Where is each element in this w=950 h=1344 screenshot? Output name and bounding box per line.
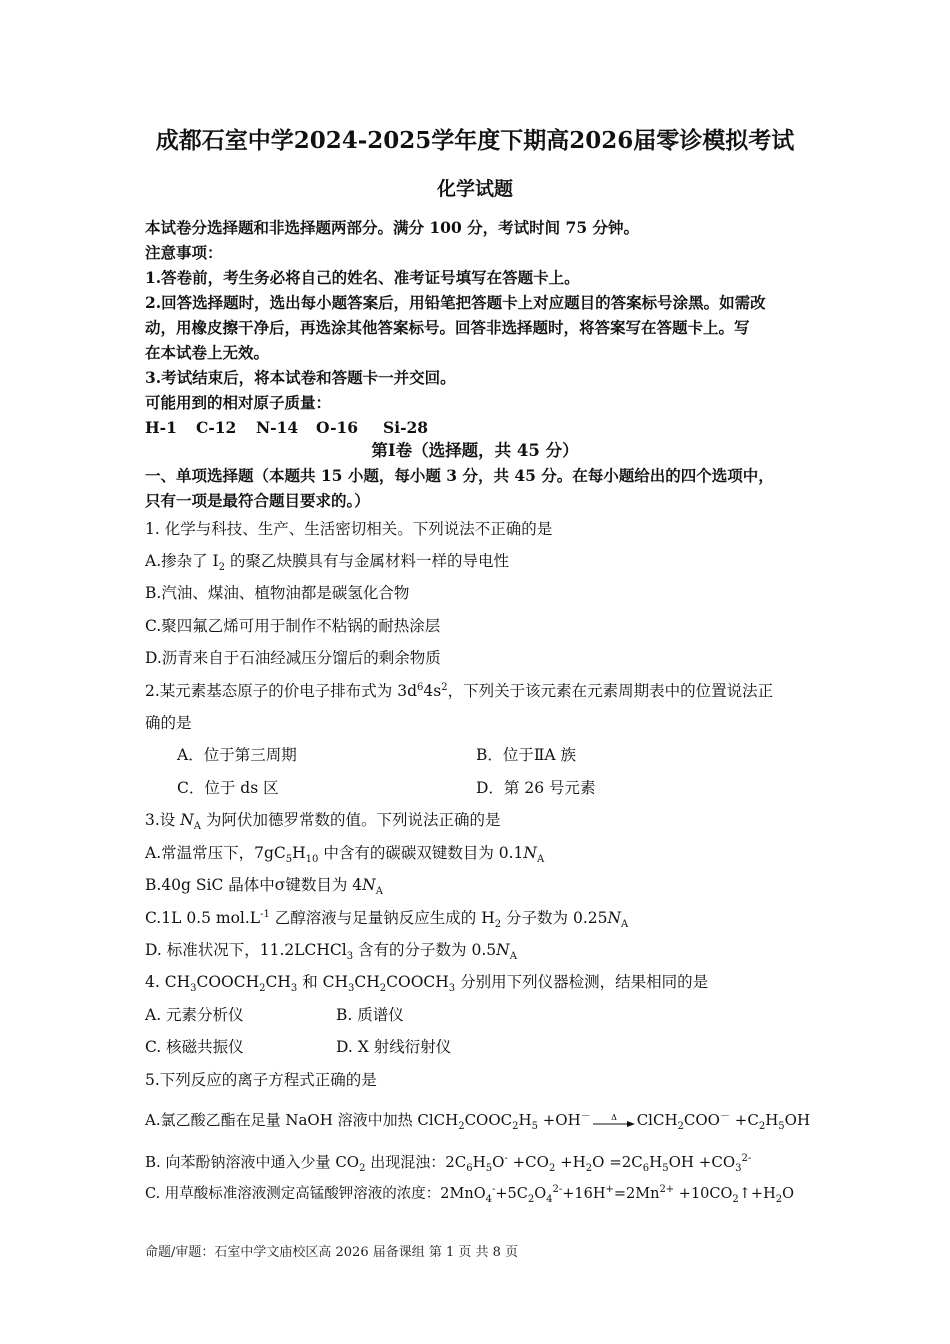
page-footer: 命题/审题：石室中学文庙校区高 2026 届备课组 第 1 页 共 8 页: [145, 1245, 519, 1260]
question-4-option-d: D. X 射线衍射仪: [336, 1038, 452, 1056]
question-3-option-d: D. 标准状况下，11.2LCHCl$_3$ 含有的分子数为 $0.5N_A$: [145, 941, 517, 963]
question-2-option-b: B．位于ⅡA 族: [476, 746, 577, 764]
question-4-option-c: C. 核磁共振仪: [145, 1038, 244, 1056]
intro-line: 本试卷分选择题和非选择题两部分。满分 100 分，考试时间 75 分钟。: [145, 218, 640, 237]
question-2-stem-cont: 确的是: [145, 714, 192, 732]
atomic-mass-si: Si-28: [383, 418, 429, 437]
section-heading-cont: 只有一项是最符合题目要求的。）: [145, 491, 370, 510]
question-2-option-d: D．第 26 号元素: [476, 779, 596, 797]
question-2-option-c: C．位于 ds 区: [177, 779, 279, 797]
heat-arrow: [591, 1114, 637, 1128]
heat-arrow-icon: [591, 1114, 637, 1128]
question-3-option-a: A.常温常压下，$7gC_5H_{10}$ 中含有的碳碳双键数目为 $0.1N_A$: [145, 844, 545, 866]
heat-delta-label: Δ: [610, 1114, 617, 1122]
atomic-mass-label: 可能用到的相对原子质量：: [145, 393, 332, 412]
exam-title: 成都石室中学2024-2025学年度下期高2026届零诊模拟考试: [155, 127, 795, 154]
notice-item-2: 2.回答选择题时，选出每小题答案后，用铅笔把答题卡上对应题目的答案标号涂黑。如需改: [145, 293, 766, 312]
question-5-stem: 5.下列反应的离子方程式正确的是: [145, 1071, 377, 1089]
question-5-option-b: B. 向苯酚钠溶液中通入少量 $CO_2$ 出现混浊：$2C_6H_5O^- +CO_2 +H_2O =2C_6H_5OH +CO_3^{2-}$: [145, 1153, 752, 1174]
question-1-option-d: D.沥青来自于石油经减压分馏后的剩余物质: [145, 649, 441, 667]
question-1-option-b: B.汽油、煤油、植物油都是碳氢化合物: [145, 584, 410, 602]
question-4-option-a: A. 元素分析仪: [145, 1006, 244, 1024]
question-5-option-a: A.氯乙酸乙酯在足量 NaOH 溶液中加热 $ClCH_2COOC_2H_5 +OH^-$ Δ ClCH$_2$COO－ $+C_2H_5OH$: [145, 1111, 811, 1132]
notice-item-2-end: 在本试卷上无效。: [145, 343, 270, 362]
question-1-stem: 1. 化学与科技、生产、生活密切相关。下列说法不正确的是: [145, 520, 553, 538]
question-2-option-a: A．位于第三周期: [177, 746, 297, 764]
question-2-stem: 2.某元素基态原子的价电子排布式为 $3d^64s^2$，下列关于该元素在元素周期表中的位置说法正: [145, 681, 774, 700]
question-1-option-a: A.掺杂了 $I_2$ 的聚乙炔膜具有与金属材料一样的导电性: [145, 552, 509, 574]
section-title: 第Ⅰ卷（选择题，共 45 分）: [371, 441, 579, 460]
atomic-mass-o: O-16: [316, 418, 359, 437]
atomic-mass-h: H-1: [145, 418, 177, 437]
notice-item-2-cont: 动，用橡皮擦干净后，再选涂其他答案标号。回答非选择题时，将答案写在答题卡上。写: [145, 318, 750, 337]
section-heading: 一、单项选择题（本题共 15 小题，每小题 3 分，共 45 分。在每小题给出的四个选项中，: [145, 466, 774, 485]
question-3-option-b: B.40g SiC 晶体中σ键数目为 $4N_A$: [145, 876, 383, 898]
question-3-option-c: C.1L 0.5 $mol.L^{-1}$ 乙醇溶液与足量钠反应生成的 $H_2$ 分子数为 $0.25N_A$: [145, 908, 629, 931]
question-4-stem: 4. $CH_3COOCH_2CH_3$ 和 $CH_3CH_2COOCH_3$ 分别用下列仪器检测，结果相同的是: [145, 973, 709, 995]
question-3-stem: 3.设 $N_A$ 为阿伏加德罗常数的值。下列说法正确的是: [145, 811, 501, 833]
atomic-mass-c: C-12: [196, 418, 237, 437]
question-5-option-c: C. 用草酸标准溶液测定高锰酸钾溶液的浓度：$2MnO_4^-+5C_2O_4^{2-}+16H^+=2Mn^{2+}$ $+10CO_2↑+H_2O$: [145, 1184, 794, 1205]
question-4-option-b: B. 质谱仪: [336, 1006, 404, 1024]
exam-subtitle: 化学试题: [436, 178, 513, 200]
notice-item-3: 3.考试结束后，将本试卷和答题卡一并交回。: [145, 368, 456, 387]
notice-item-1: 1.答卷前，考生务必将自己的姓名、准考证号填写在答题卡上。: [145, 268, 580, 287]
atomic-mass-n: N-14: [256, 418, 299, 437]
notice-label: 注意事项：: [145, 243, 223, 262]
question-1-option-c: C.聚四氟乙烯可用于制作不粘锅的耐热涂层: [145, 617, 441, 635]
